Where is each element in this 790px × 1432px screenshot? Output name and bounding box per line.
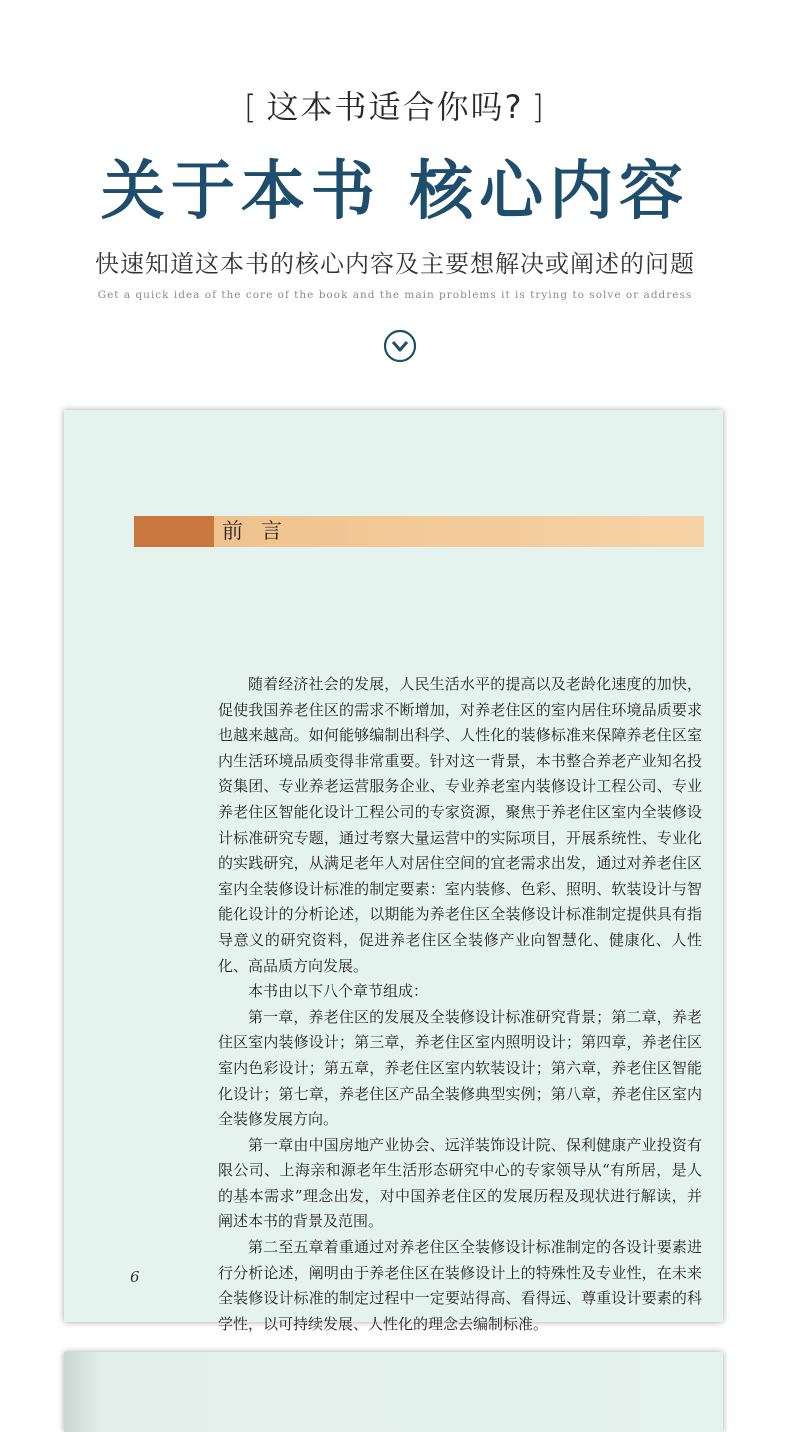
bleed-through	[124, 484, 684, 504]
section-bar	[134, 516, 704, 547]
bracket-left: [	[244, 88, 259, 126]
subtitle-english: Get a quick idea of the core of the book and the main problems it is trying to solve or address	[97, 289, 693, 301]
main-title: 关于本书 核心内容	[100, 154, 690, 229]
paragraph: 第一章由中国房地产业协会、远洋装饰设计院、保利健康产业投资有限公司、上海亲和源老年生活形态研究中心的专家领导从“有所居，是人的基本需求”理念出发，对中国养老住区的发展历程及现状进行解读，并阐述本书的背景及范围。	[218, 1135, 702, 1231]
intro-header	[0, 0, 790, 400]
next-book-page	[64, 1352, 723, 1432]
paragraph: 随着经济社会的发展，人民生活水平的提高以及老龄化速度的加快，促使我国养老住区的需求不断增加，对养老住区的室内居住环境品质要求也越来越高。如何能够编制出科学、人性化的装修标准来保障养老住区室内生活环境品质变得非常重要。针对这一背景，本书整合养老产业知名投资集团、专业养老运营服务企业、专业养老室内装修设计工程公司、专业养老住区智能化设计工程公司的专家资源，聚焦于养老住区室内全装修设计标准研究专题，通过考察大量运营中的实际项目，开展系统性、专业化的实践研究，从满足老年人对居住空间的宜老需求出发，通过对养老住区室内全装修设计标准的制定要素：室内装修、色彩、照明、软装设计与智能化设计的分析论述，以期能为养老住区全装修设计标准制定提供具有指导意义的研究资料，促进养老住区全装修产业向智慧化、健康化、人性化、高品质方向发展。	[218, 675, 702, 975]
page-number: 6	[130, 1268, 140, 1286]
section-title: 前言	[222, 519, 300, 543]
question-line	[0, 82, 790, 128]
subtitle-chinese: 快速知道这本书的核心内容及主要想解决或阐述的问题	[95, 250, 695, 278]
question-text: 这本书适合你吗?	[266, 88, 524, 126]
paragraph: 第二至五章着重通过对养老住区全装修设计标准制定的各设计要素进行分析论述，阐明由于养老住区在装修设计上的特殊性及专业性，在未来全装修设计标准的制定过程中一定要站得高、看得远、尊重设计要素的科学性，以可持续发展、人性化的理念去编制标准。	[218, 1238, 702, 1333]
bracket-right: ]	[531, 88, 546, 126]
chevron-down-circle-icon	[383, 329, 417, 363]
preface-body	[218, 672, 702, 1337]
paragraph: 本书由以下八个章节组成：	[248, 982, 429, 1001]
book-page-scan	[64, 410, 723, 1333]
paragraph: 第一章，养老住区的发展及全装修设计标准研究背景；第二章，养老住区室内装修设计；第三章，养老住区室内照明设计；第四章，养老住区室内色彩设计；第五章，养老住区室内软装设计；第六章，养老住区智能化设计；第七章，养老住区产品全装修典型实例；第八章，养老住区室内全装修发展方向。	[218, 1007, 702, 1129]
